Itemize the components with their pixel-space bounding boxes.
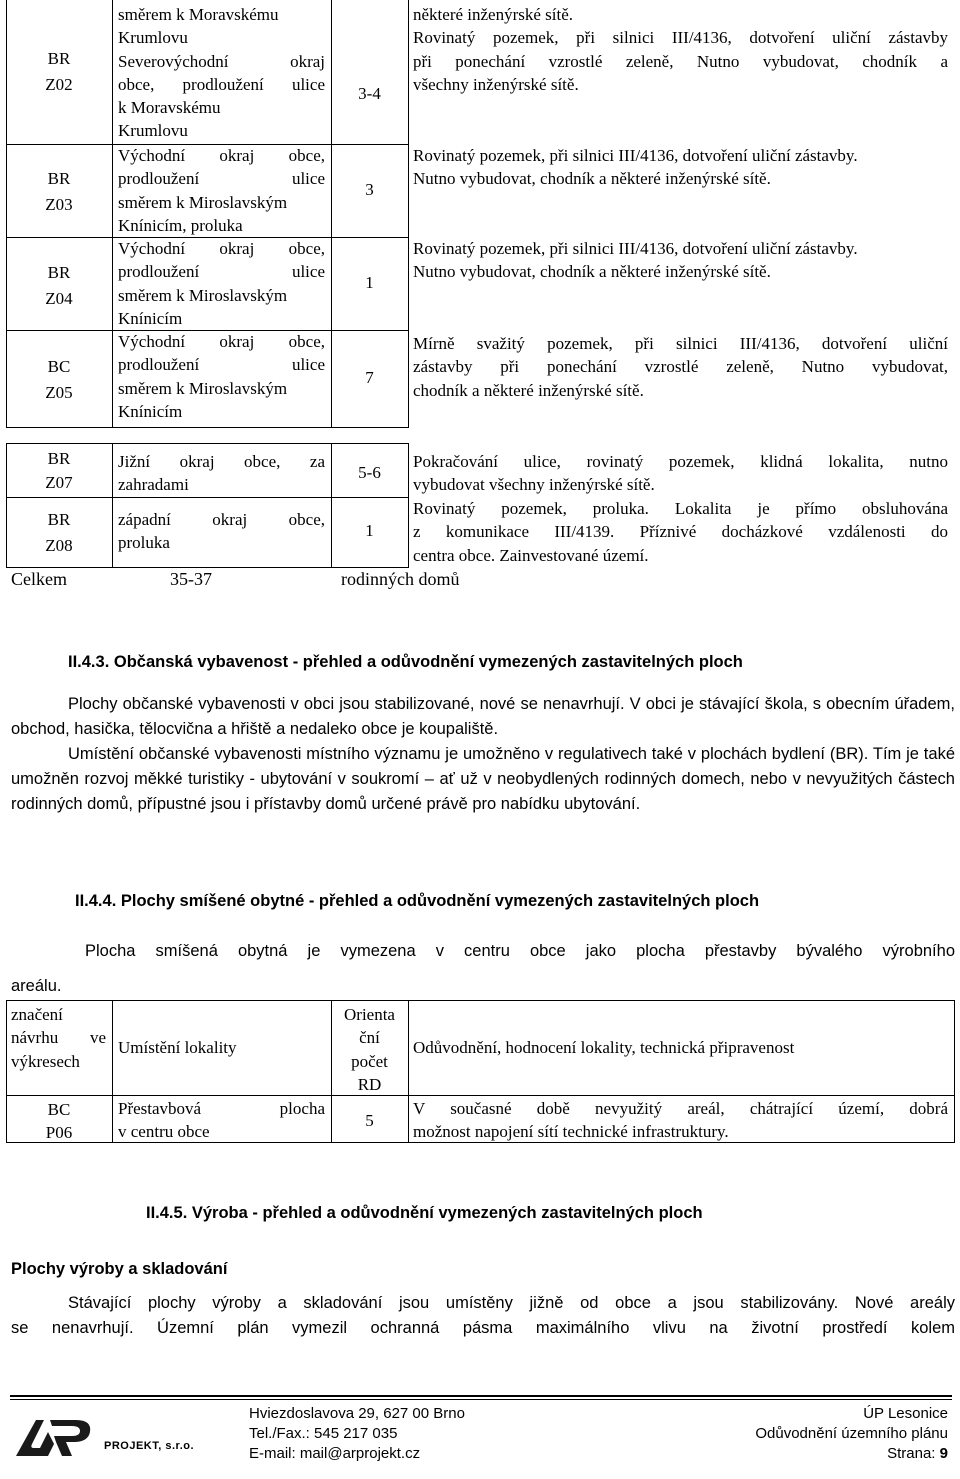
footer-address: Hviezdoslavova 29, 627 00 Brno bbox=[249, 1405, 465, 1422]
total-value: 35-37 bbox=[170, 569, 212, 589]
page-number-value: 9 bbox=[939, 1445, 948, 1462]
zone-count: 5 bbox=[365, 1111, 374, 1130]
zone-code: BR Z08 bbox=[45, 510, 73, 555]
zone-location: Jižní okraj obce, za zahradami bbox=[118, 452, 325, 495]
zone-note: V současné době nevyužitý areál, chátrající území, dobrá možnost napojení sítí technické infrastruktury. bbox=[413, 1099, 948, 1142]
arp-logo bbox=[14, 1414, 104, 1458]
zone-count: 3-4 bbox=[358, 84, 381, 103]
zone-code: BR Z07 bbox=[45, 449, 73, 492]
zone-location: směrem k Moravskému Krumlovu Severovýchodní okraj obce, prodloužení ulice k Moravskému Krumlovu bbox=[118, 5, 325, 141]
zone-count: 1 bbox=[365, 521, 374, 540]
footer-phone: Tel./Fax.: 545 217 035 bbox=[249, 1425, 398, 1442]
footer-doc-info bbox=[700, 1404, 948, 1464]
header-count: Orienta ční počet RD bbox=[344, 1005, 395, 1094]
paragraph: se nenavrhují. Územní plán vymezil ochranná pásma maximálního vlivu na životní prostředí kolem bbox=[11, 1319, 955, 1337]
footer-contact bbox=[249, 1404, 465, 1464]
zone-note: Rovinatý pozemek, při silnici III/4136, dotvoření uliční zástavby. Nutno vybudovat, chodník a některé inženýrské sítě. bbox=[413, 239, 858, 282]
header-note: Odůvodnění, hodnocení lokality, technická připravenost bbox=[413, 1038, 795, 1057]
zone-code: BR Z04 bbox=[45, 263, 73, 308]
logo-text: PROJEKT, s.r.o. bbox=[104, 1440, 195, 1452]
section-heading-444: II.4.4. Plochy smíšené obytné - přehled a odůvodnění vymezených zastavitelných ploch bbox=[75, 892, 760, 910]
zone-note: Rovinatý pozemek, při silnici III/4136, dotvoření uliční zástavby. Nutno vybudovat, chodník a některé inženýrské sítě. bbox=[413, 146, 858, 189]
footer-email[interactable]: E-mail: mail@arprojekt.cz bbox=[249, 1445, 421, 1462]
zone-code: BR Z02 bbox=[45, 49, 73, 94]
zone-location: Východní okraj obce, prodloužení ulice směrem k Miroslavským Knínicím bbox=[118, 239, 325, 328]
paragraph: Umístění občanské vybavenosti místního významu je umožněno v regulativech také v plochách bydlení (BR). Tím je také umožněn rozvoj měkké turistiky - ubytování v soukromí – ať už v neobydlených rodinných domech, nebo v nevyužitých částech rodinných domů, přípustné jsou i přístavby domů určené právě pro nabídku ubytování. bbox=[11, 745, 955, 813]
zone-location: Východní okraj obce, prodloužení ulice směrem k Miroslavským Knínicím bbox=[118, 332, 325, 421]
zone-note: některé inženýrské sítě. Rovinatý pozemek, při silnici III/4136, dotvoření uliční zástavby při ponechání vzrostlé zeleně, Nutno vybudovat, chodník a všechny inženýrské sítě. bbox=[413, 5, 948, 94]
zone-count: 3 bbox=[365, 180, 374, 199]
section-heading-443: II.4.3. Občanská vybavenost - přehled a odůvodnění vymezených zastavitelných ploch bbox=[68, 653, 743, 671]
zone-code: BC Z05 bbox=[45, 357, 73, 402]
zone-note: Mírně svažitý pozemek, při silnici III/4136, dotvoření uliční zástavby při ponechání vzrostlé zeleně, Nutno vybudovat, chodník a některé inženýrské sítě. bbox=[413, 334, 948, 400]
zone-count: 1 bbox=[365, 273, 374, 292]
page-label: Strana: bbox=[887, 1445, 936, 1462]
paragraph: Plochy občanské vybavenosti v obci jsou stabilizované, nové se nenavrhují. V obci je stávající škola, s obecním úřadem, obchod, hasička, tělocvična a hřiště a nedaleko obce je koupaliště. bbox=[11, 695, 955, 738]
zone-note: Pokračování ulice, rovinatý pozemek, klidná lokalita, nutno vybudovat všechny inženýrské sítě. bbox=[413, 452, 948, 495]
total-label: Celkem bbox=[11, 569, 67, 589]
zone-location: Přestavbová plocha v centru obce bbox=[118, 1099, 325, 1142]
subheading: Plochy výroby a skladování bbox=[11, 1260, 228, 1278]
zone-code: BC P06 bbox=[45, 1100, 73, 1142]
zone-count: 5-6 bbox=[358, 463, 381, 482]
zone-location: západní okraj obce, proluka bbox=[118, 510, 325, 553]
header-location: Umístění lokality bbox=[118, 1038, 237, 1057]
paragraph: Stávající plochy výroby a skladování jsou umístěny jižně od obce a jsou stabilizovány. Nové areály bbox=[68, 1294, 955, 1312]
section-443-body bbox=[11, 692, 955, 817]
zone-count: 7 bbox=[365, 368, 374, 387]
zone-note: Rovinatý pozemek, proluka. Lokalita je přímo obsluhována z komunikace III/4139. Příznivé docházkové vzdálenosti do centra obce. Zainvestované území. bbox=[413, 499, 948, 565]
paragraph: areálu. bbox=[11, 977, 62, 995]
total-unit: rodinných domů bbox=[341, 569, 460, 589]
footer-doc-subtitle: Odůvodnění územního plánu bbox=[755, 1425, 948, 1442]
zone-code: BR Z03 bbox=[45, 169, 73, 214]
footer-doc-title: ÚP Lesonice bbox=[863, 1405, 948, 1422]
zone-location: Východní okraj obce, prodloužení ulice směrem k Miroslavským Knínicím, proluka bbox=[118, 146, 325, 235]
page-number bbox=[700, 1444, 948, 1464]
section-heading-445: II.4.5. Výroba - přehled a odůvodnění vymezených zastavitelných ploch bbox=[146, 1204, 703, 1222]
header-code: značení návrhu ve výkresech bbox=[11, 1005, 106, 1071]
paragraph: Plocha smíšená obytná je vymezena v centru obce jako plocha přestavby bývalého výrobního bbox=[85, 942, 955, 960]
